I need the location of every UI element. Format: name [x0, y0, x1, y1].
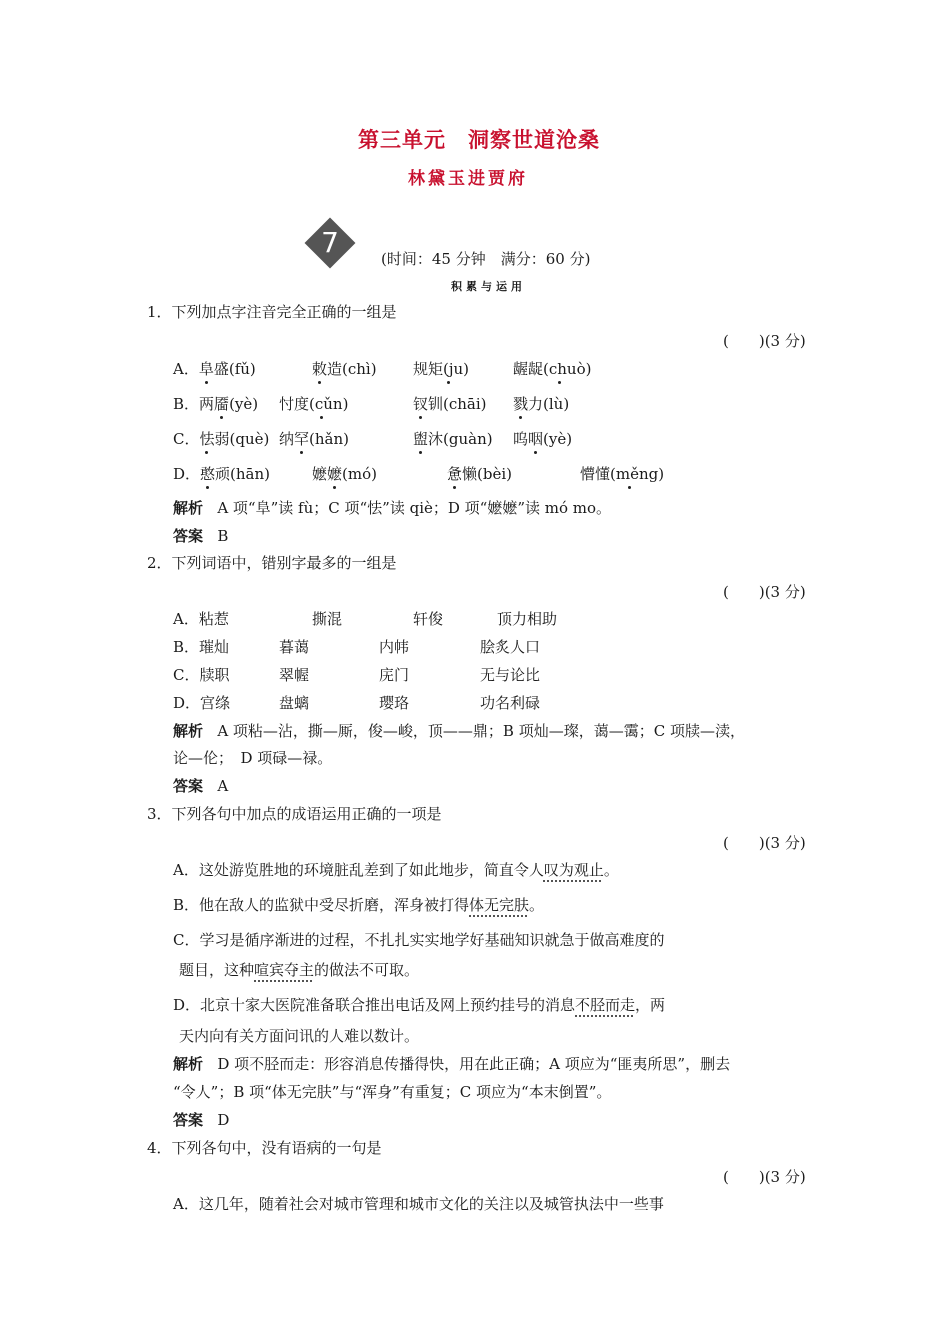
q3-option-d: D．北京十家大医院准备联合推出电话及网上预约挂号的消息不胫而走，两 — [173, 996, 666, 1014]
q2-analysis: 解析 A 项粘—沾，撕—厮，俊—峻，顶——鼎；B 项灿—璨，蔼—霭；C 项牍—渎， — [173, 722, 745, 740]
lesson-number-badge — [312, 225, 348, 261]
q1-answer: 答案 B — [173, 527, 229, 545]
time-info: (时间：45 分钟 满分：60 分) — [381, 250, 591, 268]
q2-option-d: D．宫绦 — [173, 694, 231, 712]
q1-analysis: 解析 A 项“阜”读 fù；C 项“怯”读 qiè；D 项“嬷嬷”读 mó mo。 — [173, 499, 612, 517]
q1-option-c: C．怯弱(què) — [173, 430, 270, 448]
question-1-stem: 1．下列加点字注音完全正确的一组是 — [147, 303, 397, 321]
score-label: ( )(3 分) — [723, 834, 806, 852]
q1-option-b: B．两靥(yè) — [173, 395, 259, 413]
q2-answer: 答案 A — [173, 777, 229, 795]
q1-option-a: A．阜盛(fǔ) — [173, 360, 256, 378]
score-label: ( )(3 分) — [723, 332, 806, 350]
question-4-stem: 4．下列各句中，没有语病的一句是 — [147, 1139, 382, 1157]
q2-option-a: A．粘惹 — [173, 610, 229, 628]
q3-option-a: A．这处游览胜地的环境脏乱差到了如此地步，简直令人叹为观止。 — [173, 861, 619, 879]
q3-option-c: C．学习是循序渐进的过程，不扎扎实实地学好基础知识就急于做高难度的 — [173, 931, 665, 949]
q2-option-c: C．牍职 — [173, 666, 230, 684]
score-label: ( )(3 分) — [723, 583, 806, 601]
q3-option-b: B．他在敌人的监狱中受尽折磨，浑身被打得体无完肤。 — [173, 896, 545, 914]
q4-option-a: A．这几年，随着社会对城市管理和城市文化的关注以及城管执法中一些事 — [173, 1195, 664, 1213]
q3-analysis: 解析 D 项不胫而走：形容消息传播得快，用在此正确；A 项应为“匪夷所思”，删去 — [173, 1055, 731, 1073]
q1-option-d: D．憨顽(hān) — [173, 465, 271, 483]
unit-title: 第三单元 洞察世道沧桑 — [358, 127, 600, 152]
section-label: 积累与运用 — [451, 280, 526, 293]
q2-option-b: B．璀灿 — [173, 638, 230, 656]
score-label: ( )(3 分) — [723, 1168, 806, 1186]
lesson-number: 7 — [321, 226, 339, 259]
question-2-stem: 2．下列词语中，错别字最多的一组是 — [147, 554, 397, 572]
question-3-stem: 3．下列各句中加点的成语运用正确的一项是 — [147, 805, 442, 823]
q3-answer: 答案 D — [173, 1111, 230, 1129]
lesson-title: 林黛玉进贾府 — [408, 169, 528, 189]
